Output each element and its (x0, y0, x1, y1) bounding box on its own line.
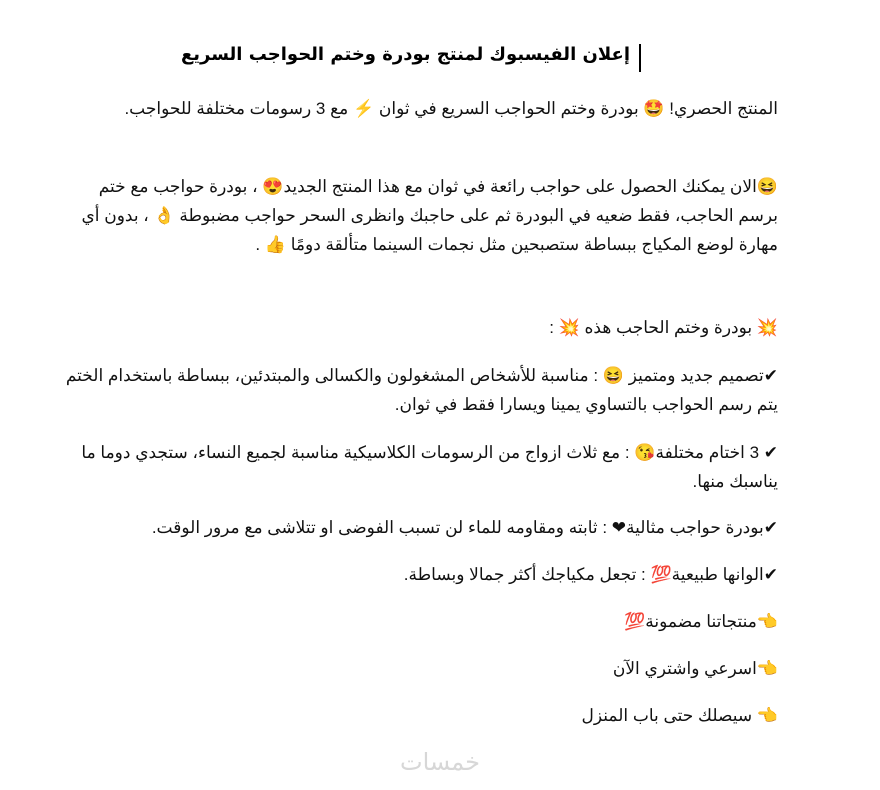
cta-delivery: 👈 سيصلك حتى باب المنزل (581, 706, 778, 725)
cta-buy-now: 👈اسرعي واشتري الآن (612, 659, 778, 678)
paragraph-features-heading: 💥 بودرة وختم الحاجب هذه 💥 : (549, 318, 778, 337)
paragraph-intro: المنتج الحصري! 🤩 بودرة وختم الحواجب السريع في ثوان ⚡ مع 3 رسومات مختلفة للحواجب. (124, 99, 778, 118)
feature-three-stamps: ✔ 3 اختام مختلفة😘 : مع ثلاث ازواج من الرسومات الكلاسيكية مناسبة لجميع النساء، ستجدي دوما ما يناسبك منها. (81, 443, 778, 491)
text-cursor (639, 44, 641, 72)
paragraph-description: 😆الان يمكنك الحصول على حواجب رائعة في ثوان مع هذا المنتج الجديد😍 ، بودرة حواجب مع ختم برسم الحاجب، فقط ضعيه في البودرة ثم على حاجبك وانظرى السحر حواجب مضبوطة 👌 ، بدون أي مهارة لوضع المكياج ببساطة ستصبحين مثل نجمات السينما متألقة دومًا 👍 . (81, 177, 778, 254)
watermark-logo: خمسات (399, 748, 481, 776)
feature-perfect-powder: ✔بودرة حواجب مثالية❤ : ثابته ومقاومه للماء لن تسبب الفوضى او تتلاشى مع مرور الوقت. (151, 518, 778, 537)
feature-new-design: ✔تصميم جديد ومتميز 😆 : مناسبة للأشخاص المشغولون والكسالى والمبتدئين، ببساطة باستخدام الختم يتم رسم الحواجب بالتساوي يمينا ويسارا فقط في ثوان. (65, 366, 778, 414)
document-title: إعلان الفيسبوك لمنتج بودرة وختم الحواجب السريع (180, 44, 630, 65)
feature-natural-colors: ✔الوانها طبيعية💯 : تجعل مكياجك أكثر جمالا وبساطة. (403, 565, 778, 584)
cta-guaranteed: 👈منتجاتنا مضمونة💯 (624, 612, 778, 631)
